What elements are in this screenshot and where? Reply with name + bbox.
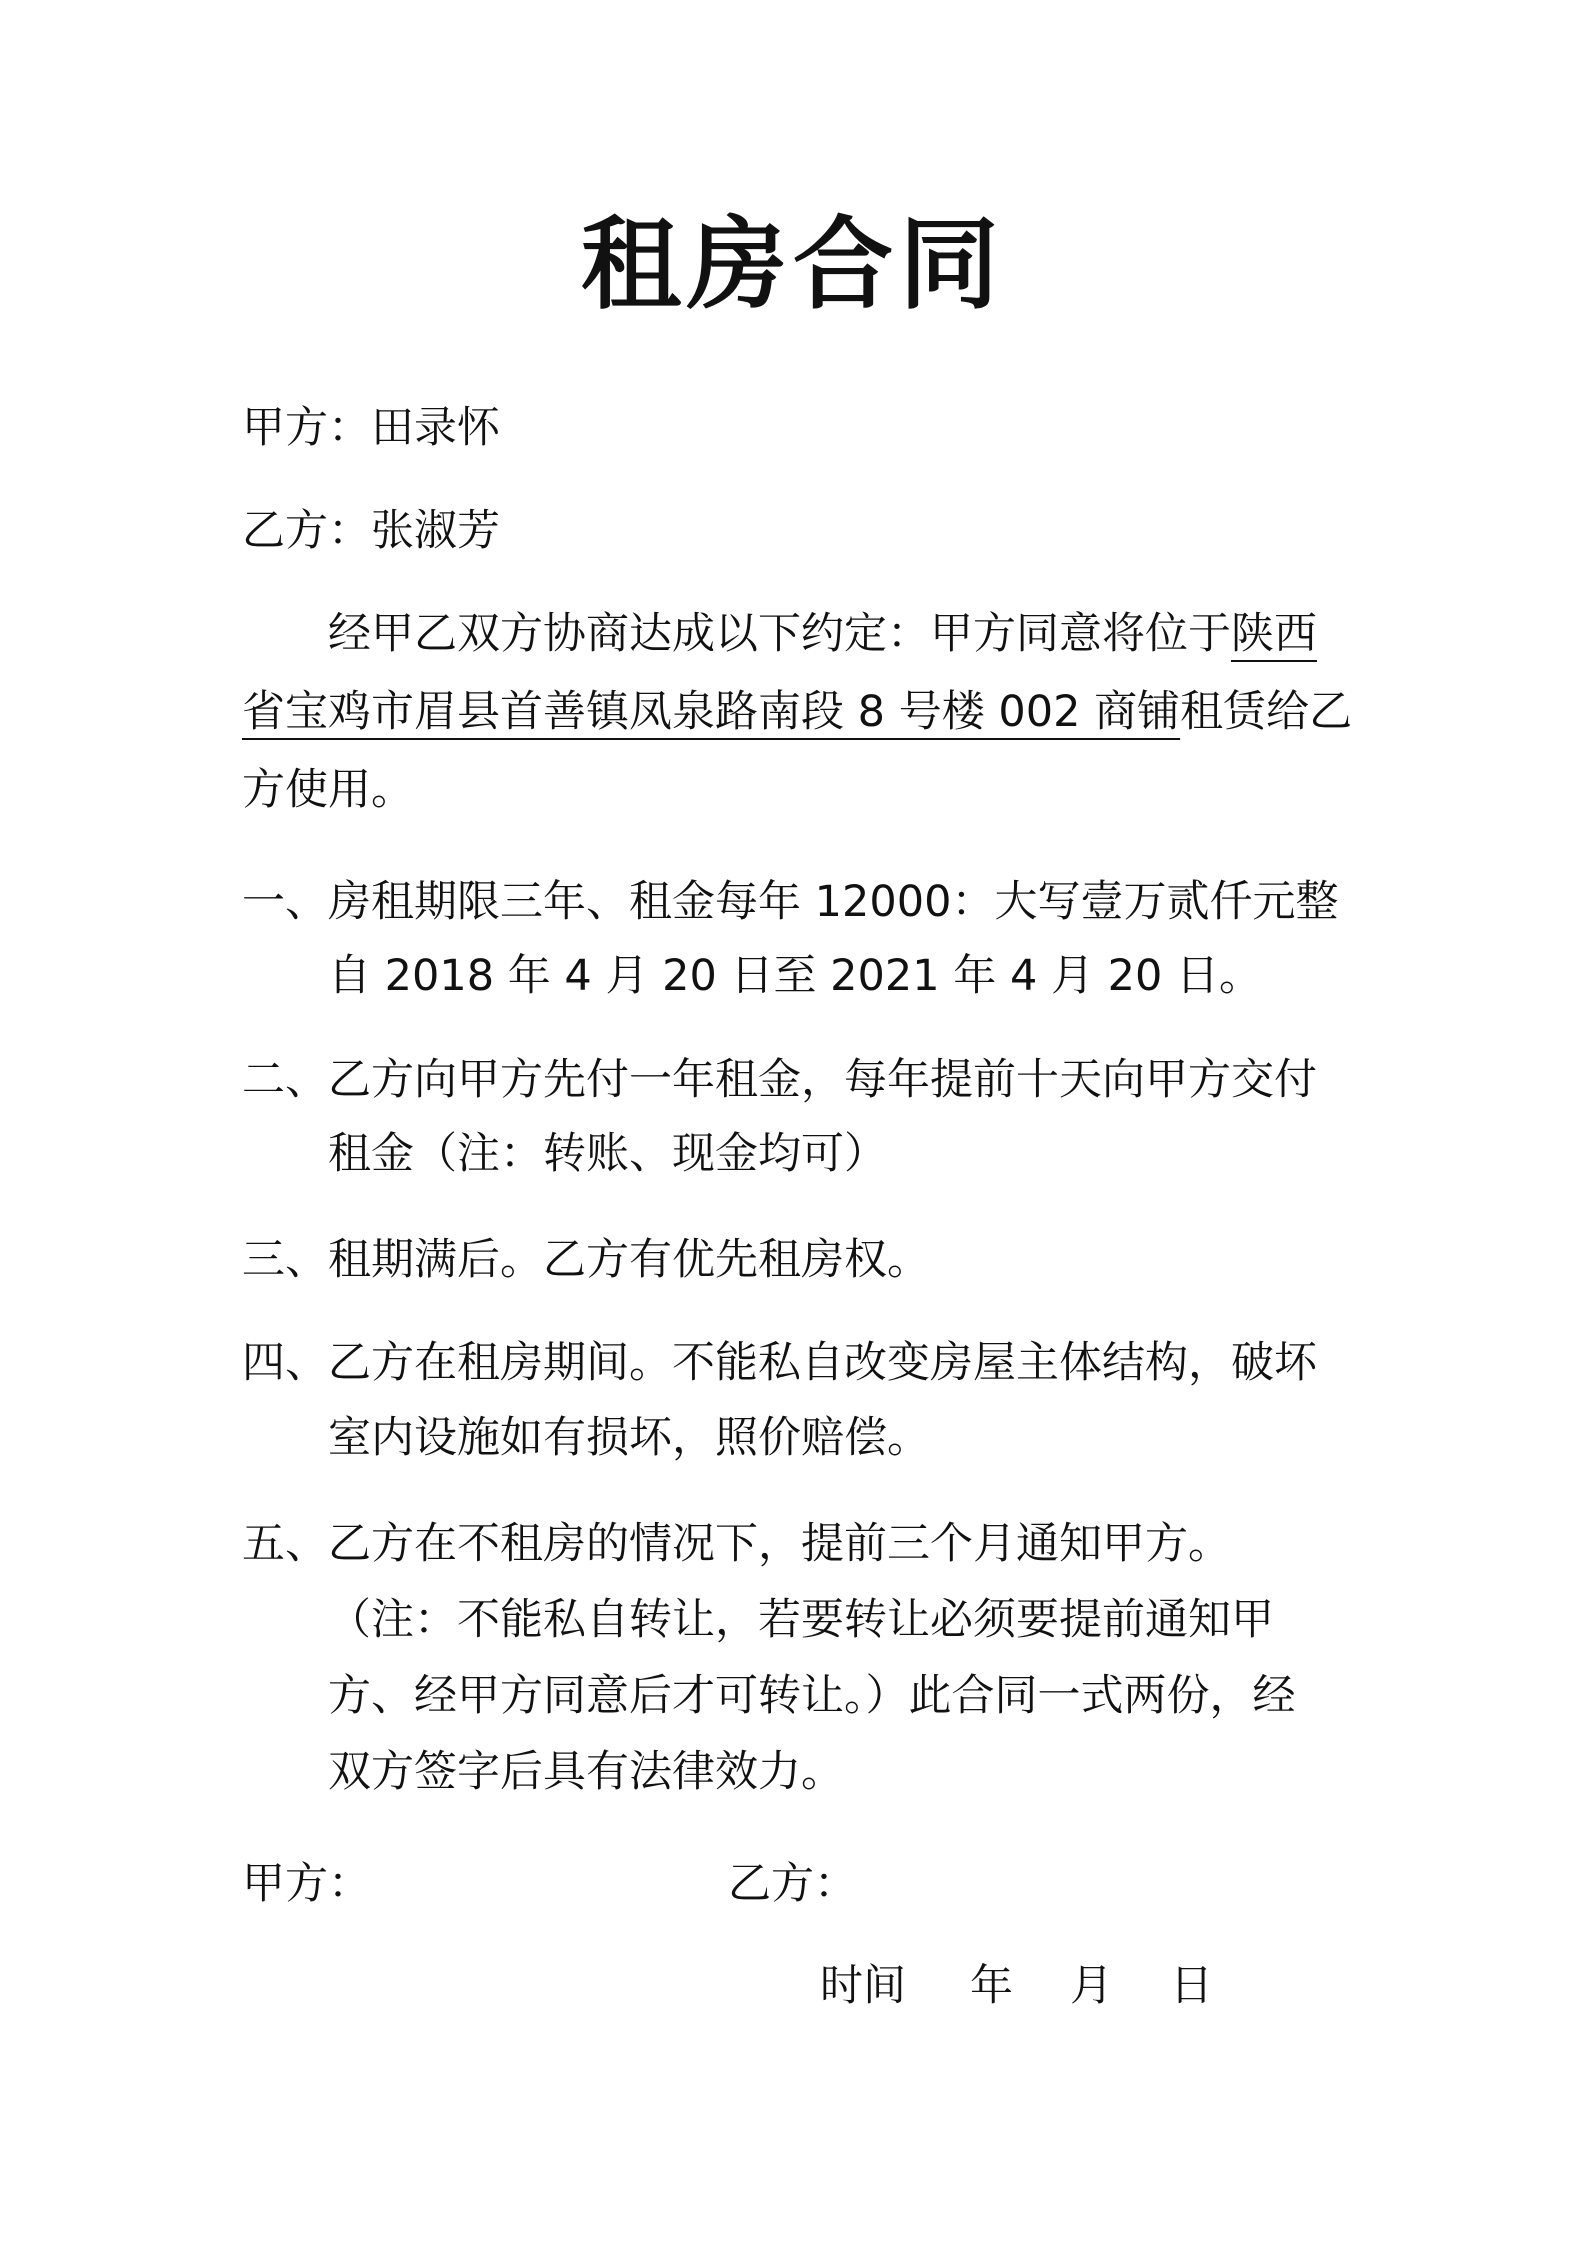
clause-5-line-4: 双方签字后具有法律效力。 xyxy=(328,1747,844,1797)
date-day: 日 xyxy=(1170,1961,1213,2011)
clause-2-line-1: 二、乙方向甲方先付一年租金，每年提前十天向甲方交付 xyxy=(242,1055,1317,1105)
party-b-line xyxy=(242,503,500,559)
signature-party-a-label: 甲方： xyxy=(242,1859,371,1909)
date-year: 年 xyxy=(970,1961,1013,2011)
party-b-label: 乙方： xyxy=(242,506,371,556)
clause-4-line-1: 四、乙方在租房期间。不能私自改变房屋主体结构，破坏 xyxy=(242,1338,1317,1388)
party-a-label: 甲方： xyxy=(242,403,371,453)
intro-text-3: 方使用。 xyxy=(242,765,414,815)
property-address-start: 陕西 xyxy=(1231,609,1317,659)
clause-5-line-3: 方、经甲方同意后才可转让。）此合同一式两份，经 xyxy=(328,1671,1296,1721)
document-title: 租房合同 xyxy=(581,206,1005,323)
date-row xyxy=(820,1958,1213,2014)
intro-line-2 xyxy=(242,684,1352,740)
party-b-name: 张淑芳 xyxy=(371,506,500,556)
date-label: 时间 xyxy=(820,1961,906,2011)
intro-text-1: 经甲乙双方协商达成以下约定：甲方同意将位于 xyxy=(328,609,1231,659)
party-a-line xyxy=(242,400,500,456)
clause-5-line-2: （注：不能私自转让，若要转让必须要提前通知甲 xyxy=(328,1595,1274,1645)
intro-line-1 xyxy=(328,606,1317,662)
signature-party-b-label: 乙方： xyxy=(728,1859,857,1909)
party-a-name: 田录怀 xyxy=(371,403,500,453)
clause-5-line-1: 五、乙方在不租房的情况下，提前三个月通知甲方。 xyxy=(242,1519,1231,1569)
clause-4-line-2: 室内设施如有损坏，照价赔偿。 xyxy=(328,1413,930,1463)
clause-3-line-1: 三、租期满后。乙方有优先租房权。 xyxy=(242,1235,930,1285)
clause-2-line-2: 租金（注：转账、现金均可） xyxy=(328,1129,887,1179)
clause-1-line-1: 一、房租期限三年、租金每年 12000：大写壹万贰仟元整 xyxy=(242,877,1339,927)
property-address: 省宝鸡市眉县首善镇凤泉路南段 8 号楼 002 商铺 xyxy=(242,687,1181,737)
intro-text-2: 租赁给乙 xyxy=(1180,687,1353,737)
clause-1-line-2: 自 2018 年 4 月 20 日至 2021 年 4 月 20 日。 xyxy=(328,951,1263,1001)
intro-line-3 xyxy=(242,762,414,818)
date-month: 月 xyxy=(1070,1961,1113,2011)
